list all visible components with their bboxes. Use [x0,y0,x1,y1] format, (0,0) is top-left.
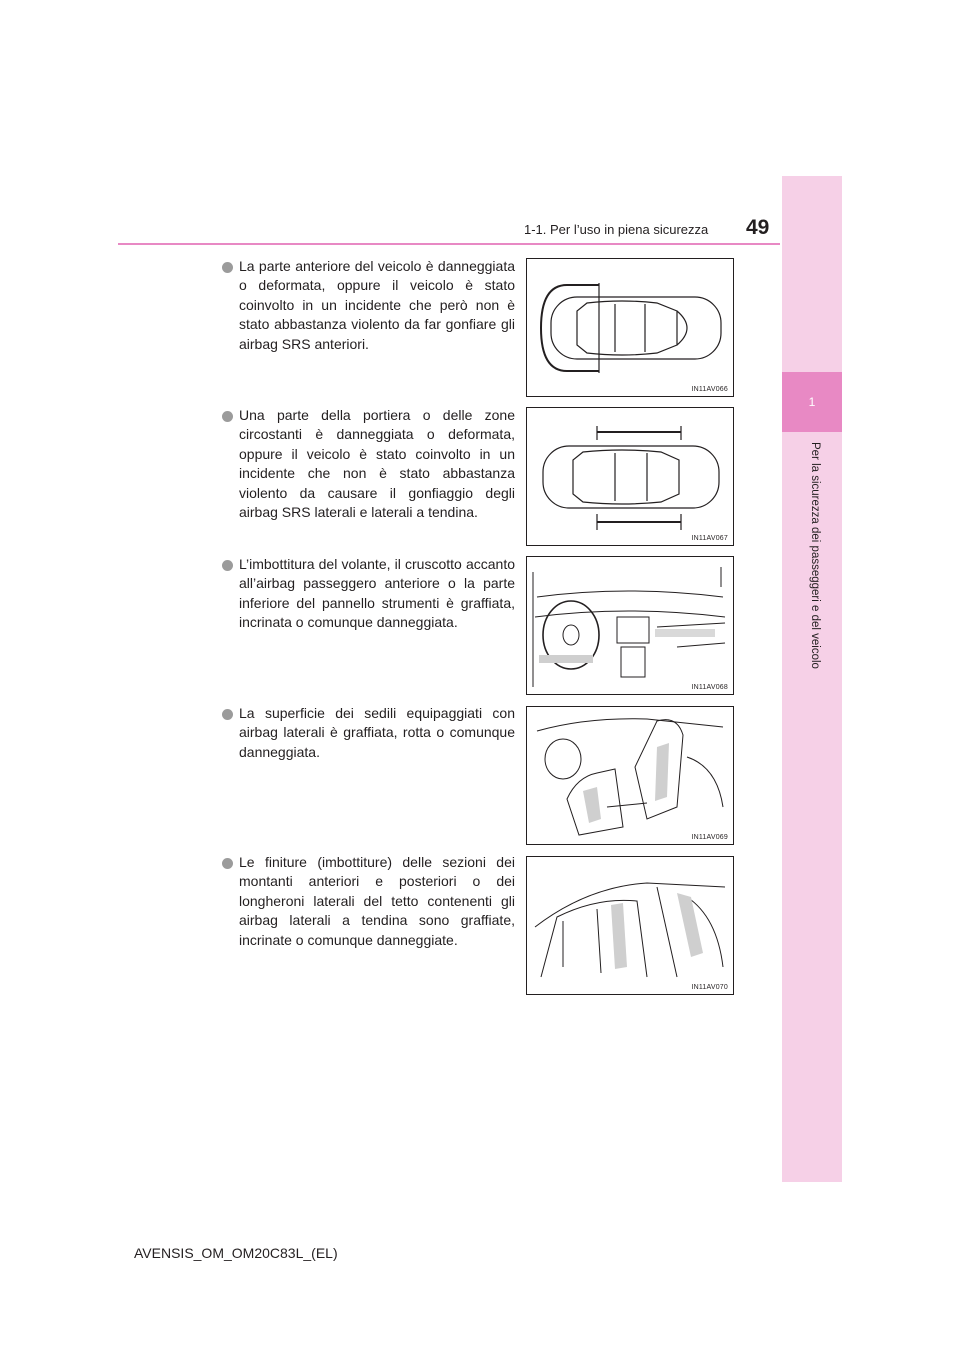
figure-code: IN11AV070 [691,984,728,991]
chapter-title: Per la sicurezza dei passeggeri e del veicolo [809,442,821,669]
chapter-number: 1 [782,372,842,432]
item-text: Le finiture (imbottiture) delle sezioni dei montanti anteriori e posteriori o dei longheroni laterali del tetto contenenti gli airbag laterali a tendina sono graffiate, incrinate o comunque danneggiate. [239,854,515,948]
header-section-title: 1-1. Per l’uso in piena sicurezza [524,222,709,237]
figure-side-damage [526,407,734,546]
car-top-view-side-illustration [527,408,733,545]
seats-illustration [527,707,733,844]
pillars-illustration [527,857,733,994]
page-number: 49 [746,216,770,239]
dashboard-illustration [527,557,733,694]
list-item [222,555,515,633]
figure-code: IN11AV066 [691,386,728,393]
item-text: Una parte della portiera o delle zone circostanti è danneggiata o deformata, oppure il veicolo è stato coinvolto in un incidente che non è stato abbastanza violento da causare il gonfiaggio degli airbag SRS laterali e laterali a tendina. [239,407,515,521]
item-text: La parte anteriore del veicolo è danneggiata o deformata, oppure il veicolo è stato coinvolto in un incidente che però non è stato abbastanza violento da far gonfiare gli airbag SRS anteriori. [239,258,515,352]
item-text: La superficie dei sedili equipaggiati con airbag laterali è graffiata, rotta o comunque danneggiata. [239,705,515,760]
document-code-footer: AVENSIS_OM_OM20C83L_(EL) [134,1245,338,1261]
list-item [222,704,515,762]
figure-front-damage [526,258,734,397]
list-item [222,853,515,950]
figure-code: IN11AV069 [691,834,728,841]
header-divider [118,243,780,245]
item-text: L’imbottitura del volante, il cruscotto accanto all’airbag passeggero anteriore o la parte inferiore del pannello strumenti è graffiata, incrinata o comunque danneggiata. [239,556,515,631]
list-item [222,406,515,522]
list-item [222,257,515,354]
figure-seats [526,706,734,845]
figure-pillars [526,856,734,995]
figure-dashboard [526,556,734,695]
figure-code: IN11AV067 [691,535,728,542]
car-top-view-front-illustration [527,259,733,396]
figure-code: IN11AV068 [691,684,728,691]
